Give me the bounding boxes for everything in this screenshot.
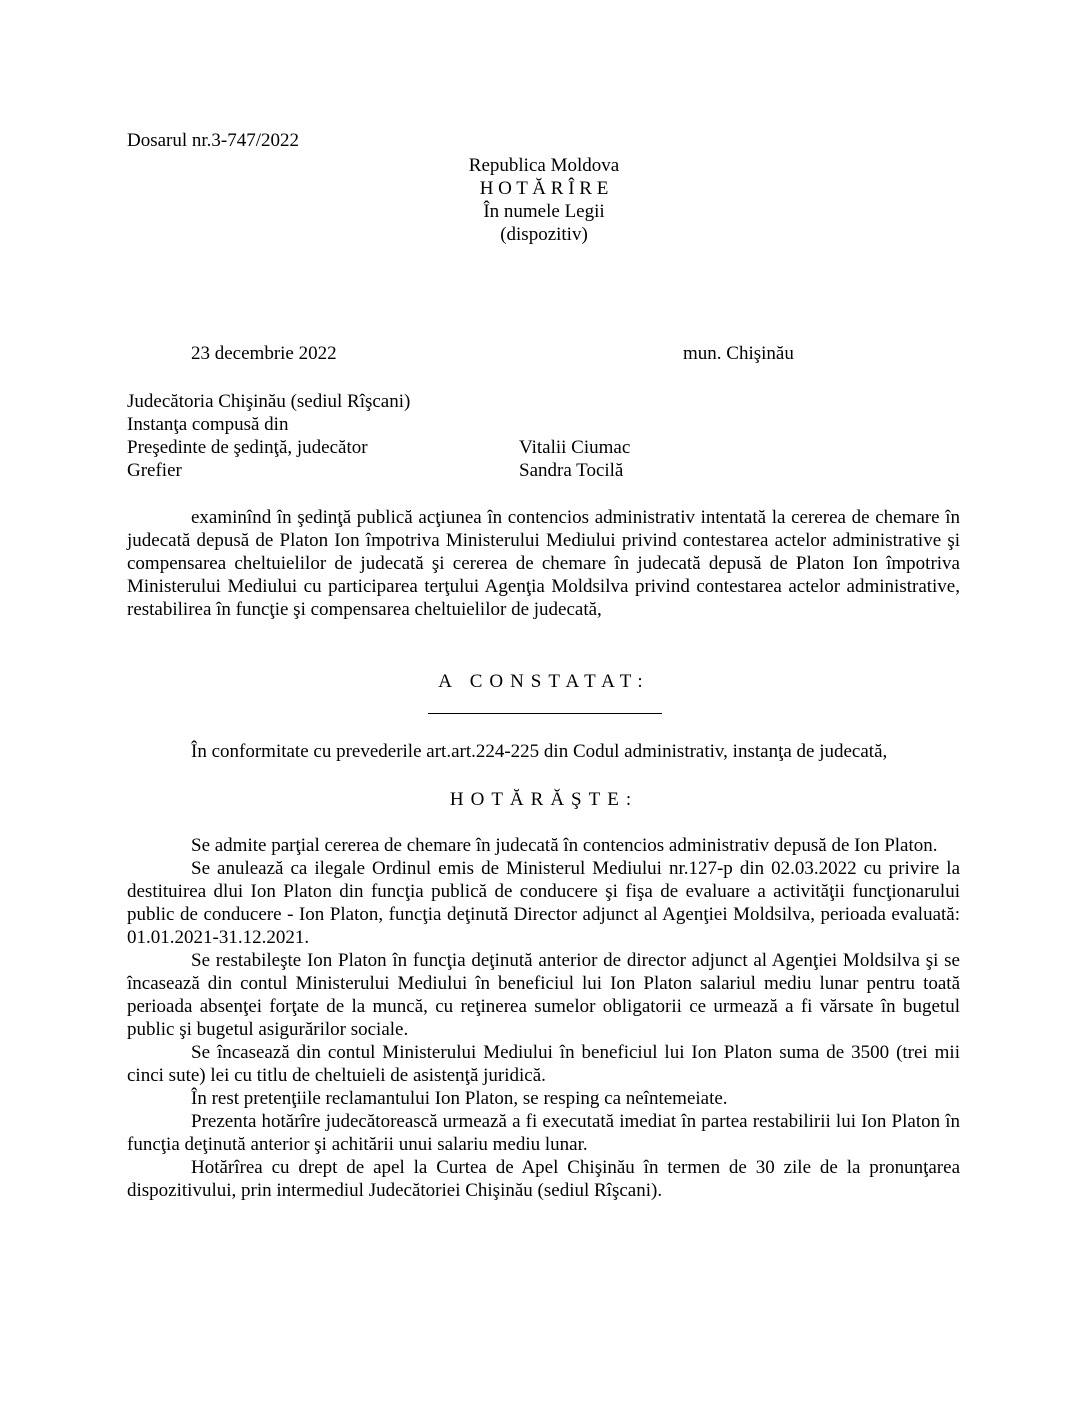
disposition-item: Se admite parţial cererea de chemare în judecată în contencios administrativ depusă de Ion Platon.: [191, 835, 938, 856]
legal-basis: În conformitate cu prevederile art.art.224-225 din Codul administrativ, instanţa de judecată,: [191, 741, 888, 762]
president-name: Vitalii Ciumac: [519, 437, 631, 458]
header-kind: (dispozitiv): [500, 224, 588, 245]
header-country: Republica Moldova: [468, 155, 620, 176]
intro-paragraph: [127, 506, 960, 621]
president-label: Preşedinte de şedinţă, judecător: [127, 437, 368, 458]
disposition-item: Se anulează ca ilegale Ordinul emis de Ministerul Mediului nr.127-p din 02.03.2022 cu privire la destituirea dlui Ion Platon din funcţia publică de conducere şi fişa de evaluare a activităţii funcţionarului public de conducere - Ion Platon, funcţia deţinută Director adjunct al Agenţiei Moldsilva, perioada evaluată: 01.01.2021-31.12.2021.: [127, 858, 960, 948]
divider-line: [428, 713, 662, 714]
header-document-type: H O T Ă R Î R E: [479, 178, 609, 199]
disposition-item: Se restabileşte Ion Platon în funcţia deţinută anterior de director adjunct al Agenţiei Moldsilva şi se încasează din contul Ministerului Mediului în beneficiul lui Ion Platon salariul mediu lunar pentru toată perioada absenţei forţate de la muncă, cu reţinerea sumelor obligatorii ce urmează a fi vărsate în bugetul public şi bugetul asigurărilor sociale.: [127, 950, 960, 1040]
decision-place: mun. Chişinău: [683, 343, 794, 364]
disposition-item: Prezenta hotărîre judecătorească urmează a fi executată imediat în partea restabilirii lui Ion Platon în funcţia deţinută anterior şi achitării unui salariu mediu lunar.: [127, 1111, 960, 1155]
dispositions-list: [127, 834, 960, 1202]
disposition-item: Se încasează din contul Ministerului Mediului în beneficiul lui Ion Platon suma de 3500 (trei mii cinci sute) lei cu titlu de cheltuieli de asistenţă juridică.: [127, 1042, 960, 1086]
intro-text: examinînd în şedinţă publică acţiunea în contencios administrativ intentată la cererea de chemare în judecată depusă de Platon Ion împotriva Ministerului Mediului privind contestarea actelor administrative şi compensarea cheltuielilor de judecată şi cererea de chemare în judecată depusă de Platon Ion împotriva Ministerului Mediului cu participarea terţului Agenţia Moldsilva privind contestarea actelor administrative, restabilirea în funcţie şi compensarea cheltuielilor de judecată,: [127, 507, 960, 620]
header-in-name-of-law: În numele Legii: [483, 201, 605, 222]
disposition-item: Hotărîrea cu drept de apel la Curtea de Apel Chişinău în termen de 30 zile de la pronunţarea dispozitivului, prin intermediul Judecătoriei Chişinău (sediul Rîşcani).: [127, 1157, 960, 1201]
court-name: Judecătoria Chişinău (sediul Rîşcani): [127, 391, 411, 412]
disposition-item: În rest pretenţiile reclamantului Ion Platon, se resping ca neîntemeiate.: [191, 1088, 728, 1109]
section-hotaraste: HOTĂRĂŞTE:: [449, 789, 639, 810]
court-composition: Instanţa compusă din: [127, 414, 289, 435]
clerk-label: Grefier: [127, 460, 182, 481]
case-number: Dosarul nr.3-747/2022: [127, 130, 300, 151]
clerk-name: Sandra Tocilă: [519, 460, 624, 481]
decision-date: 23 decembrie 2022: [191, 343, 337, 364]
section-constatat: A CONSTATAT:: [438, 671, 650, 692]
